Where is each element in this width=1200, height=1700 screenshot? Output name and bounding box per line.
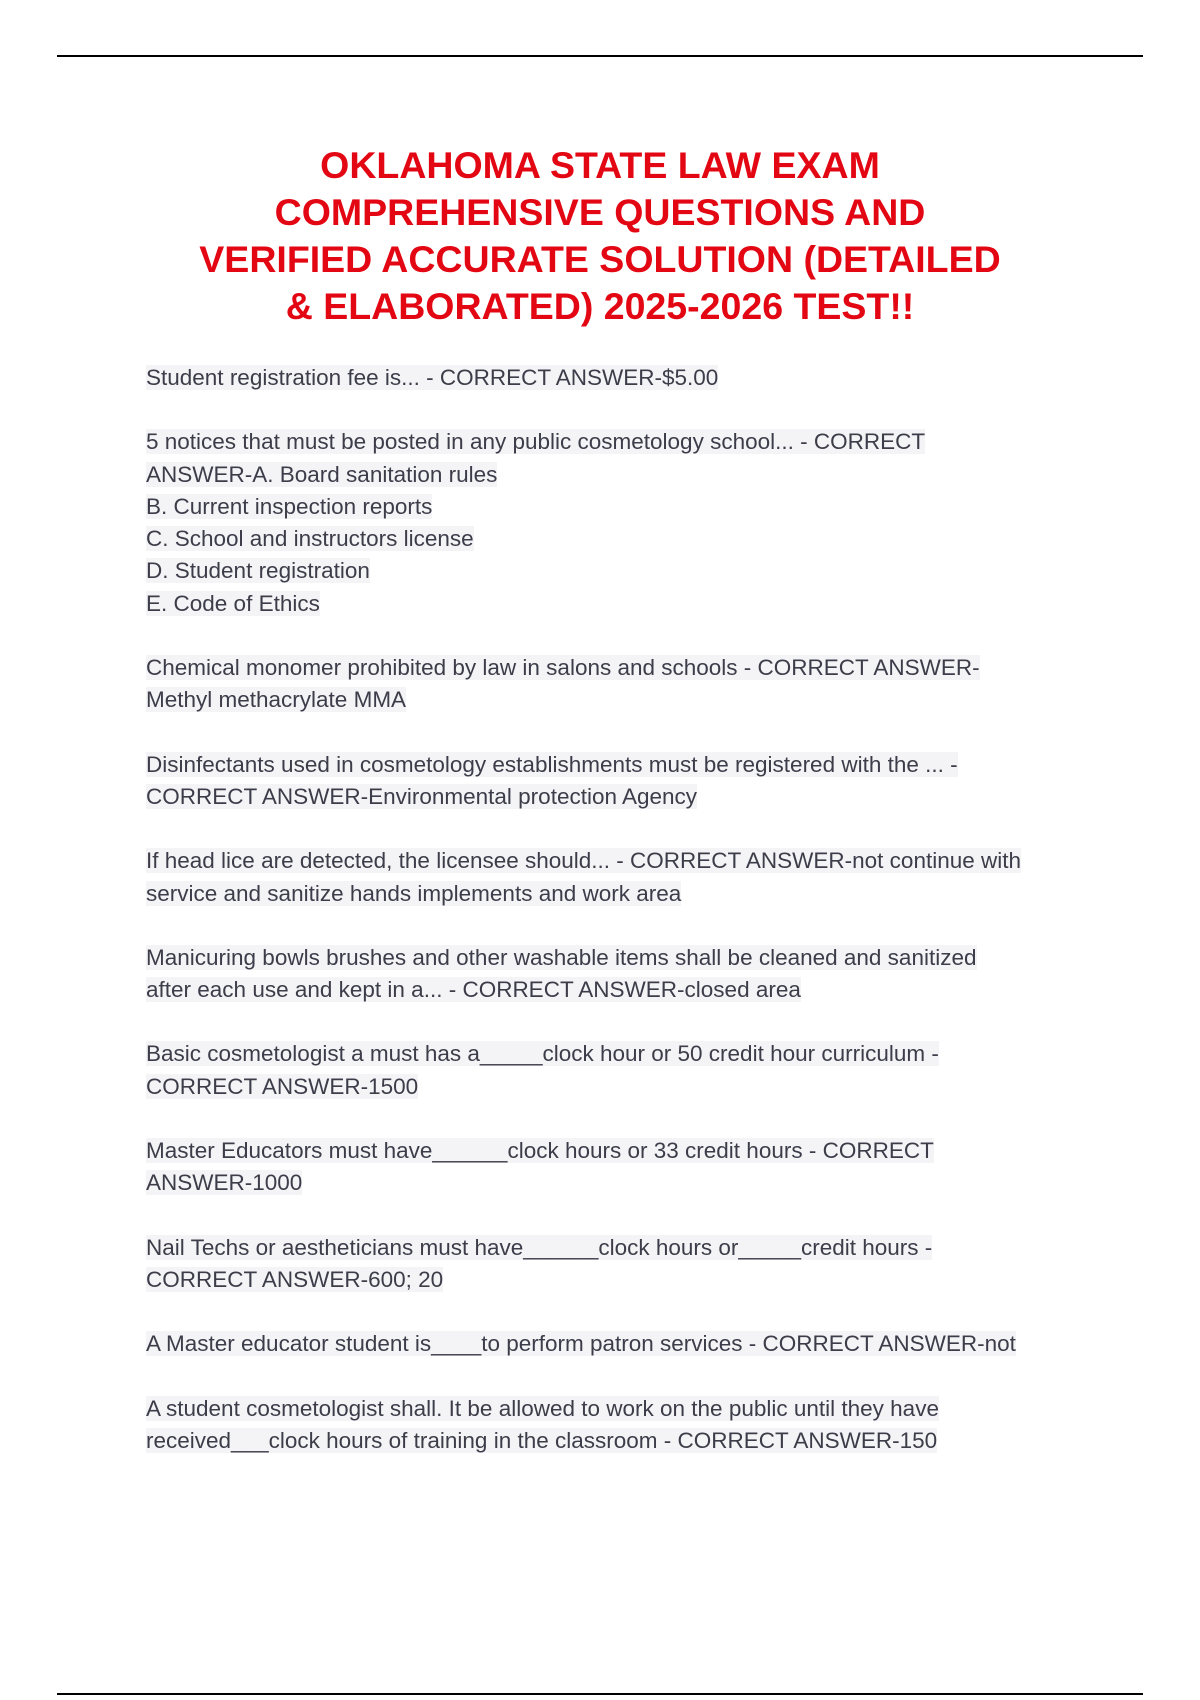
- question-answer-line: [146, 684, 1146, 716]
- question-answer-line: [146, 459, 1146, 491]
- question-answer-text: Disinfectants used in cosmetology establishments must be registered with the ... -: [146, 751, 958, 777]
- question-answer-item: [146, 1393, 1146, 1458]
- question-answer-text: A student cosmetologist shall. It be allowed to work on the public until they have: [146, 1395, 939, 1421]
- question-answer-item: [146, 426, 1146, 620]
- question-answer-text: after each use and kept in a... - CORRECT ANSWER-closed area: [146, 977, 801, 1003]
- document-title: [100, 142, 1100, 330]
- question-answer-text: D. Student registration: [146, 558, 370, 584]
- question-answer-line: [146, 845, 1146, 877]
- question-answer-line: [146, 426, 1146, 458]
- question-answer-line: [146, 1167, 1146, 1199]
- question-answer-text: Master Educators must have______clock hours or 33 credit hours - CORRECT: [146, 1138, 934, 1164]
- question-answer-line: [146, 1393, 1146, 1425]
- question-answer-line: [146, 1135, 1146, 1167]
- question-answer-line: [146, 1425, 1146, 1457]
- question-answer-text: Methyl methacrylate MMA: [146, 687, 407, 713]
- question-answer-text: Basic cosmetologist a must has a_____clock hour or 50 credit hour curriculum -: [146, 1041, 939, 1067]
- question-answer-text: service and sanitize hands implements and work area: [146, 880, 682, 906]
- question-answer-text: Manicuring bowls brushes and other washable items shall be cleaned and sanitized: [146, 944, 977, 970]
- question-answer-line: [146, 555, 1146, 587]
- question-answer-line: [146, 1038, 1146, 1070]
- question-answer-line: [146, 1264, 1146, 1296]
- question-answer-line: [146, 652, 1146, 684]
- question-answer-line: [146, 878, 1146, 910]
- question-answer-item: [146, 1135, 1146, 1200]
- bottom-rule: [57, 1693, 1143, 1695]
- question-answer-text: CORRECT ANSWER-600; 20: [146, 1266, 444, 1292]
- question-answer-item: [146, 1038, 1146, 1103]
- question-answer-item: [146, 845, 1146, 910]
- question-answer-text: Chemical monomer prohibited by law in salons and schools - CORRECT ANSWER-: [146, 655, 980, 681]
- question-answer-line: [146, 781, 1146, 813]
- question-answer-text: A Master educator student is____to perform patron services - CORRECT ANSWER-not: [146, 1331, 1016, 1357]
- question-answer-text: ANSWER-1000: [146, 1170, 303, 1196]
- question-answer-line: [146, 749, 1146, 781]
- question-answer-line: [146, 588, 1146, 620]
- question-answer-text: 5 notices that must be posted in any public cosmetology school... - CORRECT: [146, 429, 926, 455]
- question-answer-text: received___clock hours of training in the classroom - CORRECT ANSWER-150: [146, 1427, 938, 1453]
- question-answer-text: Student registration fee is... - CORRECT ANSWER-$5.00: [146, 365, 719, 390]
- question-answer-text: ANSWER-A. Board sanitation rules: [146, 461, 498, 487]
- title-line: VERIFIED ACCURATE SOLUTION (DETAILED: [199, 238, 1001, 280]
- question-answer-line: [146, 942, 1146, 974]
- question-answer-item: [146, 749, 1146, 814]
- question-answer-line: [146, 1232, 1146, 1264]
- question-answer-text: E. Code of Ethics: [146, 590, 320, 616]
- question-answer-list: [146, 362, 1146, 1489]
- question-answer-item: [146, 652, 1146, 717]
- question-answer-text: CORRECT ANSWER-Environmental protection Agency: [146, 783, 698, 809]
- question-answer-text: CORRECT ANSWER-1500: [146, 1073, 419, 1099]
- top-rule: [57, 55, 1143, 57]
- question-answer-text: B. Current inspection reports: [146, 493, 433, 519]
- question-answer-line: [146, 523, 1146, 555]
- question-answer-line: [146, 362, 1146, 394]
- question-answer-text: C. School and instructors license: [146, 526, 474, 552]
- question-answer-line: [146, 1328, 1146, 1360]
- title-line: COMPREHENSIVE QUESTIONS AND: [274, 191, 926, 233]
- question-answer-text: Nail Techs or aestheticians must have______clock hours or_____credit hours -: [146, 1234, 933, 1260]
- question-answer-item: [146, 362, 1146, 394]
- question-answer-text: If head lice are detected, the licensee should... - CORRECT ANSWER-not continue with: [146, 848, 1022, 874]
- title-line: OKLAHOMA STATE LAW EXAM: [320, 144, 880, 186]
- title-line: & ELABORATED) 2025-2026 TEST!!: [285, 285, 915, 327]
- question-answer-line: [146, 1071, 1146, 1103]
- question-answer-item: [146, 1328, 1146, 1360]
- question-answer-item: [146, 942, 1146, 1007]
- question-answer-line: [146, 491, 1146, 523]
- question-answer-item: [146, 1232, 1146, 1297]
- question-answer-line: [146, 974, 1146, 1006]
